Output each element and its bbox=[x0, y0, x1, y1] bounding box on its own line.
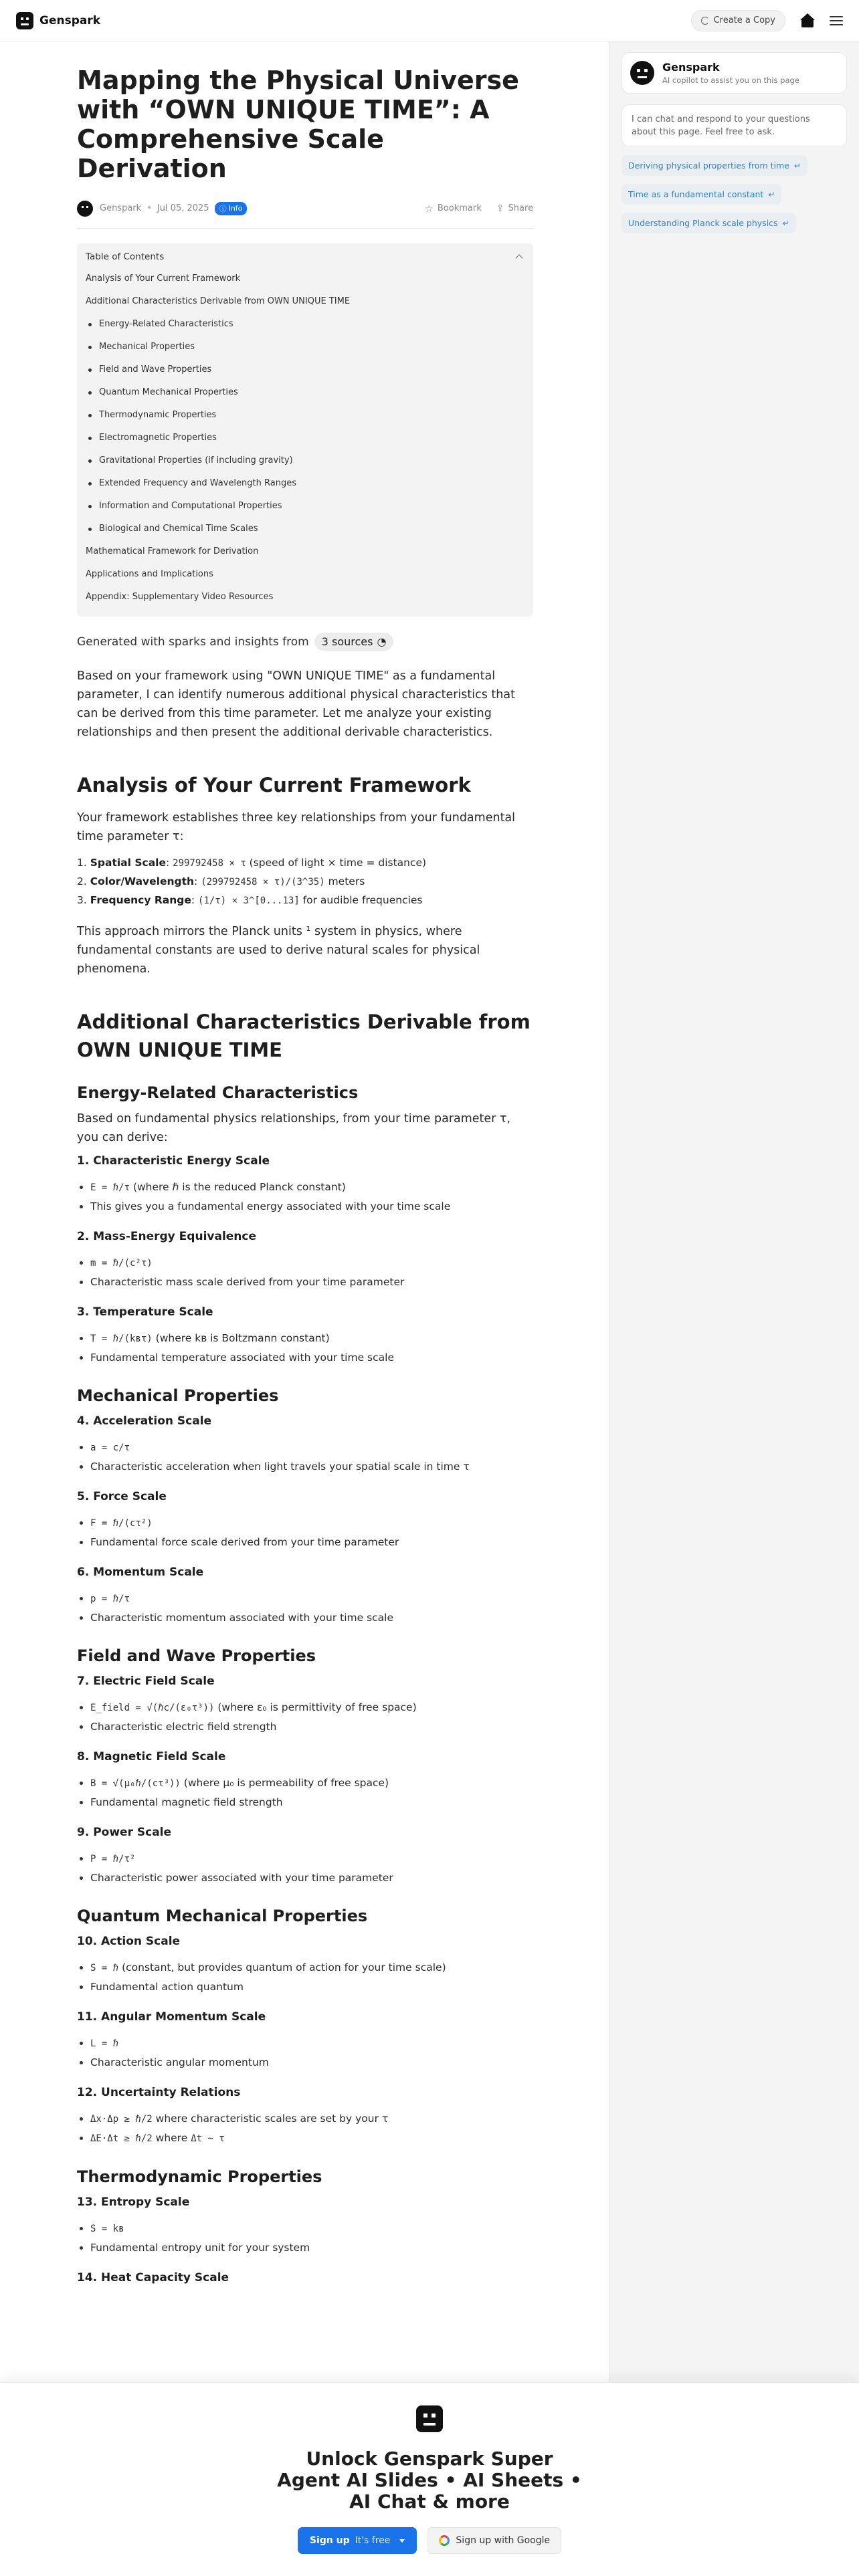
section-heading-quantum: Quantum Mechanical Properties bbox=[77, 1907, 368, 1925]
home-icon[interactable] bbox=[800, 13, 815, 28]
list-item: Fundamental temperature associated with your time scale bbox=[77, 1348, 533, 1367]
list-item: E_field = √(ℏc/(ε₀τ³)) (where ε₀ is permittivity of free space) bbox=[77, 1698, 533, 1717]
list-item: Fundamental force scale derived from your time parameter bbox=[77, 1533, 533, 1551]
subsection-heading: 9. Power Scale bbox=[77, 1826, 172, 1839]
share-icon: ⇪ bbox=[496, 203, 504, 214]
list-item: p = ℏ/τ bbox=[77, 1589, 533, 1608]
enter-arrow-icon: ↵ bbox=[768, 189, 775, 199]
chevron-up-icon[interactable] bbox=[515, 254, 522, 261]
copilot-subtitle: AI copilot to assist you on this page bbox=[662, 76, 799, 85]
list-item: 1. Spatial Scale: 299792458 × τ (speed of light × time = distance) bbox=[77, 857, 427, 869]
info-badge-label: Info bbox=[228, 204, 243, 213]
toc-item[interactable]: Gravitational Properties (if including gravity) bbox=[86, 449, 524, 472]
toc-item[interactable]: Quantum Mechanical Properties bbox=[86, 381, 524, 404]
sources-pill[interactable] bbox=[314, 633, 394, 651]
subsection-heading: 6. Momentum Scale bbox=[77, 1566, 204, 1579]
create-copy-label: Create a Copy bbox=[713, 15, 775, 25]
subsection-heading: 14. Heat Capacity Scale bbox=[77, 2271, 229, 2284]
genspark-logo-icon bbox=[16, 12, 33, 29]
subsection-heading: 1. Characteristic Energy Scale bbox=[77, 1154, 270, 1168]
list-item: Fundamental magnetic field strength bbox=[77, 1793, 533, 1812]
chevron-down-icon bbox=[399, 2539, 405, 2543]
subsection-heading: 12. Uncertainty Relations bbox=[77, 2086, 241, 2099]
list-item: B = √(μ₀ℏ/(cτ³)) (where μ₀ is permeability of free space) bbox=[77, 1774, 533, 1793]
suggestion-label: Deriving physical properties from time bbox=[628, 160, 789, 171]
list-item: L = ℏ bbox=[77, 2034, 533, 2053]
copilot-avatar bbox=[630, 61, 654, 85]
meta-separator: • bbox=[147, 203, 152, 213]
toc-item[interactable]: Thermodynamic Properties bbox=[86, 404, 524, 427]
enter-arrow-icon: ↵ bbox=[793, 160, 801, 171]
toc-heading: Table of Contents bbox=[86, 251, 165, 262]
subsection-heading: 5. Force Scale bbox=[77, 1490, 167, 1503]
list-item: T = ℏ/(kʙτ) (where kʙ is Boltzmann constant) bbox=[77, 1329, 533, 1348]
signup-label: Sign up bbox=[309, 2535, 350, 2546]
toc-item[interactable]: Analysis of Your Current Framework bbox=[86, 274, 241, 284]
section-heading-analysis: Analysis of Your Current Framework bbox=[77, 774, 471, 796]
enter-arrow-icon: ↵ bbox=[782, 218, 789, 228]
analysis-closing-paragraph: This approach mirrors the Planck units ¹ system in physics, where fundamental constants are used to derive natural scales for physical phenomena. bbox=[77, 925, 480, 976]
signup-overlay bbox=[0, 2382, 859, 2576]
list-item: Characteristic electric field strength bbox=[77, 1717, 533, 1736]
suggestion-label: Understanding Planck scale physics bbox=[628, 218, 778, 228]
list-item: m = ℏ/(c²τ) bbox=[77, 1253, 533, 1273]
genspark-logo-icon bbox=[416, 2405, 443, 2432]
toc-item[interactable]: Extended Frequency and Wavelength Ranges bbox=[86, 472, 524, 495]
list-item: 2. Color/Wavelength: (299792458 × τ)/(3^35) meters bbox=[77, 875, 365, 887]
list-item: Characteristic momentum associated with your time scale bbox=[77, 1608, 533, 1627]
bookmark-label: Bookmark bbox=[437, 203, 482, 213]
info-badge[interactable] bbox=[215, 202, 248, 215]
section-heading-thermodynamic: Thermodynamic Properties bbox=[77, 2167, 322, 2186]
copilot-message: I can chat and respond to your questions about this page. Feel free to ask. bbox=[622, 104, 847, 147]
toc-item[interactable]: Biological and Chemical Time Scales bbox=[86, 518, 524, 540]
list-item: a = c/τ bbox=[77, 1438, 533, 1457]
section-heading-field: Field and Wave Properties bbox=[77, 1646, 316, 1665]
framework-list bbox=[77, 854, 533, 910]
list-item: This gives you a fundamental energy associated with your time scale bbox=[77, 1197, 533, 1216]
list-item: Characteristic acceleration when light travels your spatial scale in time τ bbox=[77, 1457, 533, 1476]
list-item: P = ℏ/τ² bbox=[77, 1849, 533, 1868]
copilot-header bbox=[622, 52, 847, 94]
subsection-heading: 7. Electric Field Scale bbox=[77, 1675, 215, 1688]
suggestion-chip[interactable] bbox=[622, 213, 796, 233]
bookmark-button[interactable] bbox=[424, 203, 481, 215]
info-icon: ⓘ bbox=[219, 204, 227, 213]
analysis-paragraph: Your framework establishes three key relationships from your fundamental time parameter τ: bbox=[77, 811, 516, 843]
copilot-sidebar bbox=[609, 41, 859, 2382]
subsection-heading: 2. Mass-Energy Equivalence bbox=[77, 1230, 257, 1243]
generated-note bbox=[77, 633, 533, 651]
google-signup-label: Sign up with Google bbox=[456, 2535, 551, 2546]
list-item: E = ℏ/τ (where ℏ is the reduced Planck constant) bbox=[77, 1178, 533, 1197]
generated-text: Generated with sparks and insights from bbox=[77, 635, 309, 649]
google-icon bbox=[439, 2535, 450, 2546]
signup-button[interactable] bbox=[298, 2527, 417, 2554]
subsection-heading: 8. Magnetic Field Scale bbox=[77, 1750, 226, 1763]
toc-item[interactable]: Mechanical Properties bbox=[86, 336, 524, 358]
list-item: Characteristic mass scale derived from your time parameter bbox=[77, 1273, 533, 1291]
toc-item[interactable]: Information and Computational Properties bbox=[86, 495, 524, 518]
suggestion-label: Time as a fundamental constant bbox=[628, 189, 764, 199]
author-avatar bbox=[77, 201, 93, 217]
suggestion-chip[interactable] bbox=[622, 184, 781, 205]
toc-header[interactable] bbox=[86, 250, 524, 263]
table-of-contents bbox=[77, 243, 533, 617]
subsection-heading: 13. Entropy Scale bbox=[77, 2195, 190, 2209]
author-name: Genspark bbox=[100, 203, 142, 213]
brand-name: Genspark bbox=[39, 13, 101, 27]
article bbox=[77, 41, 533, 2286]
share-button[interactable] bbox=[496, 203, 533, 215]
copilot-title: Genspark bbox=[662, 61, 720, 74]
toc-item[interactable]: Appendix: Supplementary Video Resources bbox=[86, 592, 274, 602]
list-item: Characteristic power associated with your time parameter bbox=[77, 1868, 533, 1887]
list-item: Fundamental entropy unit for your system bbox=[77, 2238, 533, 2257]
section-heading-mechanical: Mechanical Properties bbox=[77, 1386, 279, 1405]
share-label: Share bbox=[508, 203, 533, 213]
subsection-heading: 3. Temperature Scale bbox=[77, 1305, 213, 1319]
create-copy-button[interactable] bbox=[691, 10, 785, 31]
sources-label: 3 sources bbox=[321, 635, 373, 648]
subsection-heading: 10. Action Scale bbox=[77, 1935, 181, 1948]
toc-item[interactable]: Field and Wave Properties bbox=[86, 358, 524, 381]
article-meta bbox=[77, 198, 533, 229]
list-item: Δx·Δp ≥ ℏ/2 where characteristic scales are set by your τ bbox=[77, 2109, 533, 2129]
star-icon: ☆ bbox=[424, 202, 434, 215]
list-item: 3. Frequency Range: (1/τ) × 3^[0...13] for audible frequencies bbox=[77, 894, 423, 906]
refresh-icon bbox=[701, 17, 709, 25]
hamburger-menu-icon[interactable] bbox=[830, 16, 843, 25]
list-item: Characteristic angular momentum bbox=[77, 2053, 533, 2072]
energy-intro: Based on fundamental physics relationships, from your time parameter τ, you can derive: bbox=[77, 1112, 511, 1144]
toc-item[interactable]: Energy-Related Characteristics bbox=[86, 313, 524, 336]
list-item: Fundamental action quantum bbox=[77, 1977, 533, 1996]
publish-date: Jul 05, 2025 bbox=[157, 203, 209, 213]
signup-title: Unlock Genspark Super Agent AI Slides • AI Sheets • AI Chat & more bbox=[277, 2448, 582, 2512]
google-signup-button[interactable] bbox=[427, 2527, 561, 2554]
suggestion-chip[interactable] bbox=[622, 155, 807, 176]
brand[interactable] bbox=[16, 12, 100, 29]
subsection-heading: 4. Acceleration Scale bbox=[77, 1414, 212, 1428]
toc-item[interactable]: Electromagnetic Properties bbox=[86, 427, 524, 449]
toc-item[interactable]: Mathematical Framework for Derivation bbox=[86, 546, 259, 556]
section-heading-additional: Additional Characteristics Derivable from OWN UNIQUE TIME bbox=[77, 1010, 531, 1061]
sources-icon: ◔ bbox=[377, 635, 387, 648]
list-item: ΔE·Δt ≥ ℏ/2 where Δt ~ τ bbox=[77, 2129, 533, 2148]
list-item: F = ℏ/(cτ²) bbox=[77, 1513, 533, 1533]
top-bar bbox=[0, 0, 859, 41]
list-item: S = kʙ bbox=[77, 2219, 533, 2238]
toc-item[interactable]: Additional Characteristics Derivable from OWN UNIQUE TIME bbox=[86, 296, 351, 306]
page-title: Mapping the Physical Universe with “OWN UNIQUE TIME”: A Comprehensive Scale Derivation bbox=[77, 66, 519, 183]
intro-paragraph: Based on your framework using "OWN UNIQUE TIME" as a fundamental parameter, I can identify numerous additional physical characteristics that can be derived from this time parameter. Let me analyze your existing relationships and then present the additional derivable characteristics. bbox=[77, 669, 515, 739]
subsection-heading: 11. Angular Momentum Scale bbox=[77, 2010, 266, 2024]
section-heading-energy: Energy-Related Characteristics bbox=[77, 1083, 359, 1102]
list-item: S = ℏ (constant, but provides quantum of action for your time scale) bbox=[77, 1958, 533, 1977]
signup-free-label: It's free bbox=[355, 2535, 391, 2546]
toc-item[interactable]: Applications and Implications bbox=[86, 569, 213, 579]
